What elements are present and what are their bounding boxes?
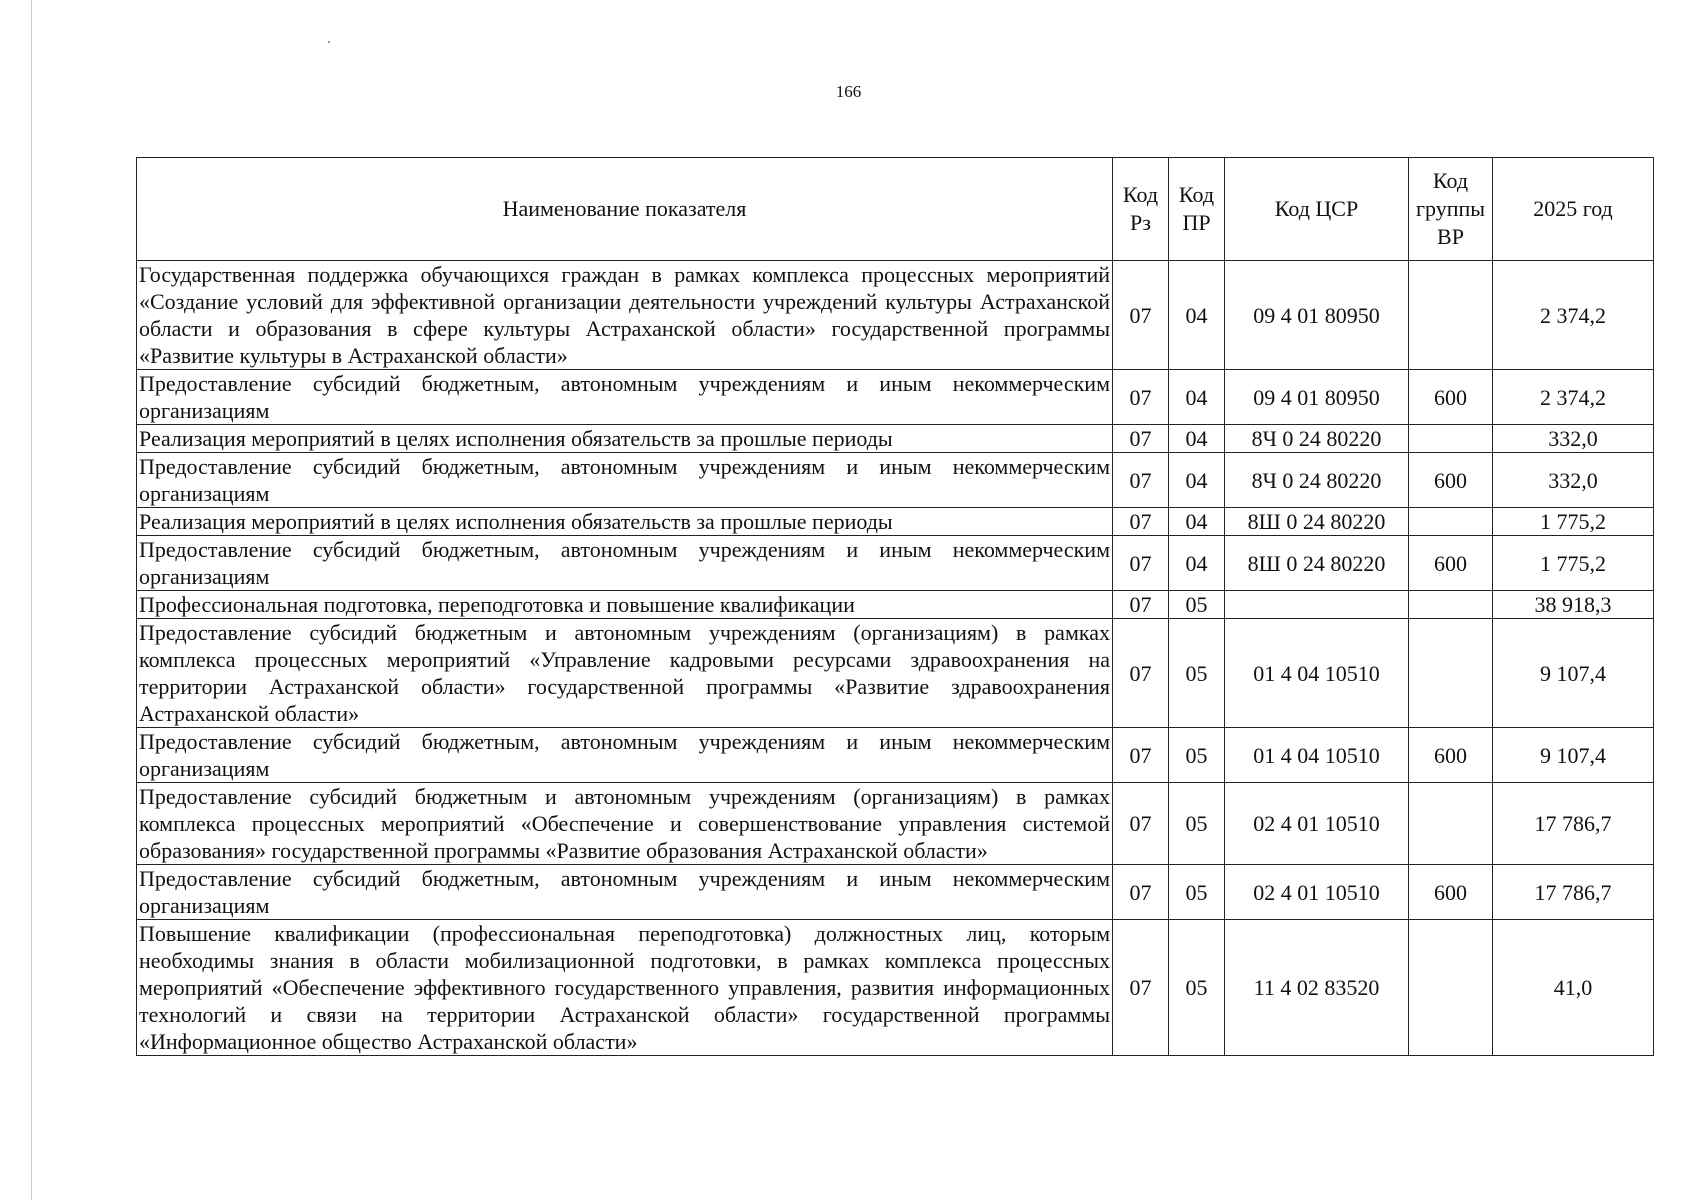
table-row xyxy=(137,425,1654,453)
row-csr: 8Ч 0 24 80220 xyxy=(1225,425,1409,453)
row-pr: 05 xyxy=(1169,865,1225,920)
row-name: Предоставление субсидий бюджетным, автономным учреждениям и иным некоммерческим организациям xyxy=(137,453,1113,508)
row-amount: 9 107,4 xyxy=(1493,728,1654,783)
row-csr: 8Ч 0 24 80220 xyxy=(1225,453,1409,508)
row-vr: 600 xyxy=(1409,536,1493,591)
row-vr: 600 xyxy=(1409,370,1493,425)
table-row xyxy=(137,865,1654,920)
row-vr xyxy=(1409,920,1493,1056)
header-name: Наименование показателя xyxy=(137,158,1113,261)
page-number: 166 xyxy=(835,82,862,101)
header-rz: Код Рз xyxy=(1113,158,1169,261)
table-row xyxy=(137,261,1654,370)
row-amount: 332,0 xyxy=(1493,453,1654,508)
row-rz: 07 xyxy=(1113,453,1169,508)
row-name: Предоставление субсидий бюджетным, автономным учреждениям и иным некоммерческим организациям xyxy=(137,370,1113,425)
row-name: Профессиональная подготовка, переподготовка и повышение квалификации xyxy=(137,591,1113,619)
row-vr xyxy=(1409,619,1493,728)
row-pr: 05 xyxy=(1169,783,1225,865)
header-vr: Код группы ВР xyxy=(1409,158,1493,261)
row-name: Государственная поддержка обучающихся граждан в рамках комплекса процессных мероприятий «Создание условий для эффективной организации деятельности учреждений культуры Астраханской области и образования в сфере культуры Астраханской области» государственной программы «Развитие культуры в Астраханской области» xyxy=(137,261,1113,370)
row-pr: 04 xyxy=(1169,453,1225,508)
row-pr: 05 xyxy=(1169,619,1225,728)
scan-edge-line xyxy=(31,0,32,1200)
row-pr: 04 xyxy=(1169,508,1225,536)
row-vr xyxy=(1409,508,1493,536)
row-amount: 332,0 xyxy=(1493,425,1654,453)
row-name: Предоставление субсидий бюджетным, автономным учреждениям и иным некоммерческим организациям xyxy=(137,536,1113,591)
row-csr: 09 4 01 80950 xyxy=(1225,370,1409,425)
row-name: Реализация мероприятий в целях исполнения обязательств за прошлые периоды xyxy=(137,508,1113,536)
table-row xyxy=(137,619,1654,728)
row-amount: 1 775,2 xyxy=(1493,508,1654,536)
row-name: Реализация мероприятий в целях исполнения обязательств за прошлые периоды xyxy=(137,425,1113,453)
row-pr: 05 xyxy=(1169,728,1225,783)
row-csr: 11 4 02 83520 xyxy=(1225,920,1409,1056)
row-vr: 600 xyxy=(1409,728,1493,783)
row-rz: 07 xyxy=(1113,865,1169,920)
row-vr xyxy=(1409,591,1493,619)
table-row xyxy=(137,453,1654,508)
header-pr: Код ПР xyxy=(1169,158,1225,261)
row-rz: 07 xyxy=(1113,783,1169,865)
row-csr: 02 4 01 10510 xyxy=(1225,783,1409,865)
row-amount: 2 374,2 xyxy=(1493,370,1654,425)
row-name: Предоставление субсидий бюджетным и автономным учреждениям (организациям) в рамках комплекса процессных мероприятий «Управление кадровыми ресурсами здравоохранения на территории Астраханской области» государственной программы «Развитие здравоохранения Астраханской области» xyxy=(137,619,1113,728)
row-pr: 05 xyxy=(1169,591,1225,619)
table-row xyxy=(137,783,1654,865)
row-name: Предоставление субсидий бюджетным и автономным учреждениям (организациям) в рамках комплекса процессных мероприятий «Обеспечение и совершенствование управления системой образования» государственной программы «Развитие образования Астраханской области» xyxy=(137,783,1113,865)
table-row xyxy=(137,591,1654,619)
row-amount: 38 918,3 xyxy=(1493,591,1654,619)
header-csr: Код ЦСР xyxy=(1225,158,1409,261)
row-vr xyxy=(1409,783,1493,865)
row-pr: 04 xyxy=(1169,425,1225,453)
scan-speck xyxy=(328,41,330,43)
row-csr: 8Ш 0 24 80220 xyxy=(1225,508,1409,536)
row-csr: 01 4 04 10510 xyxy=(1225,619,1409,728)
row-amount: 17 786,7 xyxy=(1493,783,1654,865)
row-csr: 01 4 04 10510 xyxy=(1225,728,1409,783)
row-rz: 07 xyxy=(1113,261,1169,370)
table-row xyxy=(137,508,1654,536)
table-row xyxy=(137,370,1654,425)
row-csr: 02 4 01 10510 xyxy=(1225,865,1409,920)
row-amount: 9 107,4 xyxy=(1493,619,1654,728)
table-row xyxy=(137,920,1654,1056)
row-vr xyxy=(1409,425,1493,453)
row-vr: 600 xyxy=(1409,865,1493,920)
row-rz: 07 xyxy=(1113,619,1169,728)
row-rz: 07 xyxy=(1113,370,1169,425)
row-csr: 8Ш 0 24 80220 xyxy=(1225,536,1409,591)
table-row xyxy=(137,728,1654,783)
table-header-row xyxy=(137,158,1654,261)
row-amount: 1 775,2 xyxy=(1493,536,1654,591)
row-name: Повышение квалификации (профессиональная переподготовка) должностных лиц, которым необходимы знания в области мобилизационной подготовки, в рамках комплекса процессных мероприятий «Обеспечение эффективного государственного управления, развития информационных технологий и связи на территории Астраханской области» государственной программы «Информационное общество Астраханской области» xyxy=(137,920,1113,1056)
row-rz: 07 xyxy=(1113,920,1169,1056)
row-pr: 04 xyxy=(1169,261,1225,370)
row-csr xyxy=(1225,591,1409,619)
row-amount: 41,0 xyxy=(1493,920,1654,1056)
row-pr: 04 xyxy=(1169,370,1225,425)
row-vr: 600 xyxy=(1409,453,1493,508)
row-rz: 07 xyxy=(1113,591,1169,619)
row-vr xyxy=(1409,261,1493,370)
row-rz: 07 xyxy=(1113,508,1169,536)
row-pr: 05 xyxy=(1169,920,1225,1056)
header-year: 2025 год xyxy=(1493,158,1654,261)
row-rz: 07 xyxy=(1113,536,1169,591)
row-pr: 04 xyxy=(1169,536,1225,591)
row-amount: 2 374,2 xyxy=(1493,261,1654,370)
row-name: Предоставление субсидий бюджетным, автономным учреждениям и иным некоммерческим организациям xyxy=(137,865,1113,920)
row-csr: 09 4 01 80950 xyxy=(1225,261,1409,370)
row-amount: 17 786,7 xyxy=(1493,865,1654,920)
table-row xyxy=(137,536,1654,591)
row-rz: 07 xyxy=(1113,425,1169,453)
row-rz: 07 xyxy=(1113,728,1169,783)
budget-table xyxy=(136,157,1654,1056)
row-name: Предоставление субсидий бюджетным, автономным учреждениям и иным некоммерческим организациям xyxy=(137,728,1113,783)
